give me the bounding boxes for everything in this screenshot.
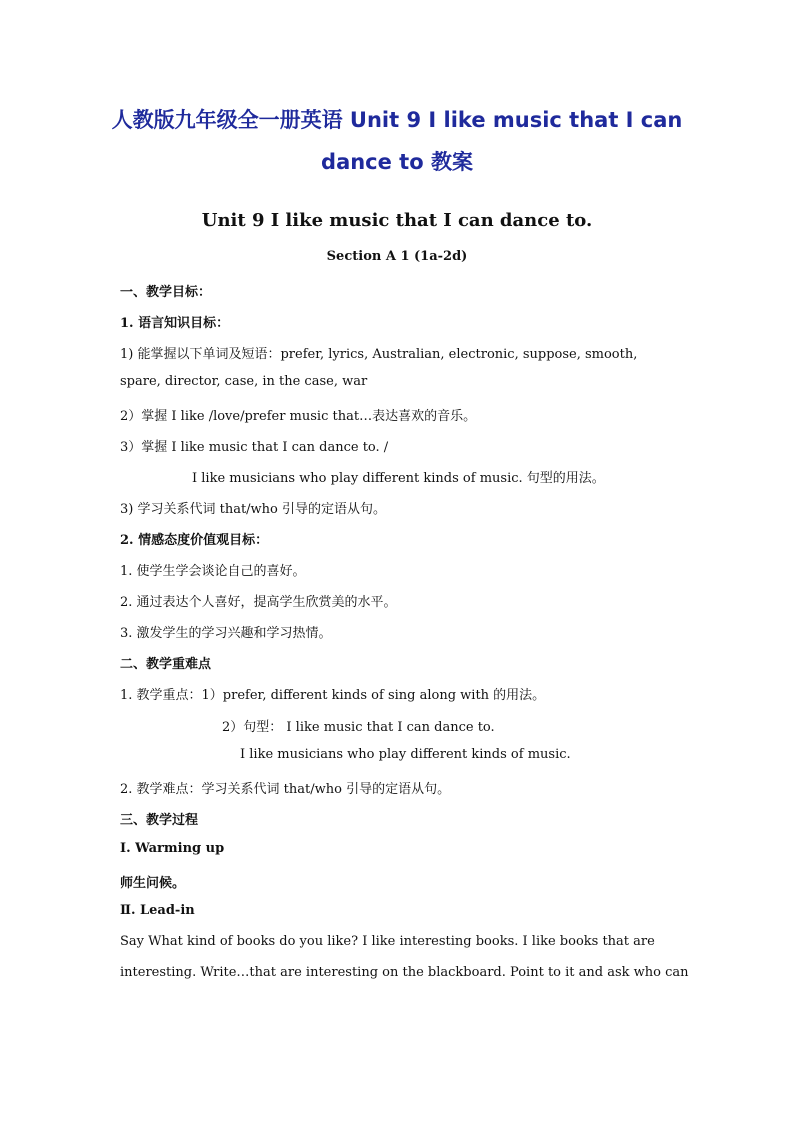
key-point-pattern-cont: I like musicians who play different kinds of music.: [240, 747, 571, 762]
key-point-pattern: 2）句型： I like music that I can dance to.: [222, 720, 495, 735]
lead-in-text-1: Say What kind of books do you like? I like interesting books. I like books that are: [120, 934, 655, 949]
step-greeting: 师生问候。: [120, 876, 186, 891]
heading-emotional-goals: 2. 情感态度价值观目标：: [120, 533, 269, 548]
goal-vocabulary: 1) 能掌握以下单词及短语：prefer, lyrics, Australian, electronic, suppose, smooth,: [120, 347, 638, 362]
step-warming-up: Ⅰ. Warming up: [120, 841, 225, 856]
heading-key-points: 二、教学重难点: [120, 657, 212, 672]
doc-title-line-2: dance to 教案: [321, 150, 473, 174]
heading-teaching-process: 三、教学过程: [120, 813, 199, 828]
key-point-1: 1. 教学重点：1）prefer, different kinds of sing along with 的用法。: [120, 688, 546, 703]
unit-title: Unit 9 I like music that I can dance to.: [201, 210, 593, 231]
doc-title-line-1: 人教版九年级全一册英语 Unit 9 I like music that I can: [111, 108, 683, 132]
goal-expressions: 2）掌握 I like /love/prefer music that…表达喜欢的音乐。: [120, 409, 477, 424]
section-title: Section A 1 (1a-2d): [326, 249, 468, 264]
heading-teaching-goals: 一、教学目标：: [120, 285, 212, 300]
emotional-goal-2: 2. 通过表达个人喜好，提高学生欣赏美的水平。: [120, 595, 397, 610]
goal-vocabulary-cont: spare, director, case, in the case, war: [120, 374, 368, 389]
goal-relative-pronouns: 3) 学习关系代词 that/who 引导的定语从句。: [120, 502, 387, 517]
goal-sentence-pattern-cont: I like musicians who play different kinds of music. 句型的用法。: [192, 471, 605, 486]
lead-in-text-2: interesting. Write…that are interesting on the blackboard. Point to it and ask who can: [120, 965, 689, 980]
emotional-goal-3: 3. 激发学生的学习兴趣和学习热情。: [120, 626, 332, 641]
heading-language-goals: 1. 语言知识目标：: [120, 316, 230, 331]
difficult-point: 2. 教学难点：学习关系代词 that/who 引导的定语从句。: [120, 782, 451, 797]
emotional-goal-1: 1. 使学生学会谈论自己的喜好。: [120, 564, 306, 579]
step-lead-in: Ⅱ. Lead-in: [120, 903, 195, 918]
goal-sentence-pattern: 3）掌握 I like music that I can dance to. /: [120, 440, 389, 455]
